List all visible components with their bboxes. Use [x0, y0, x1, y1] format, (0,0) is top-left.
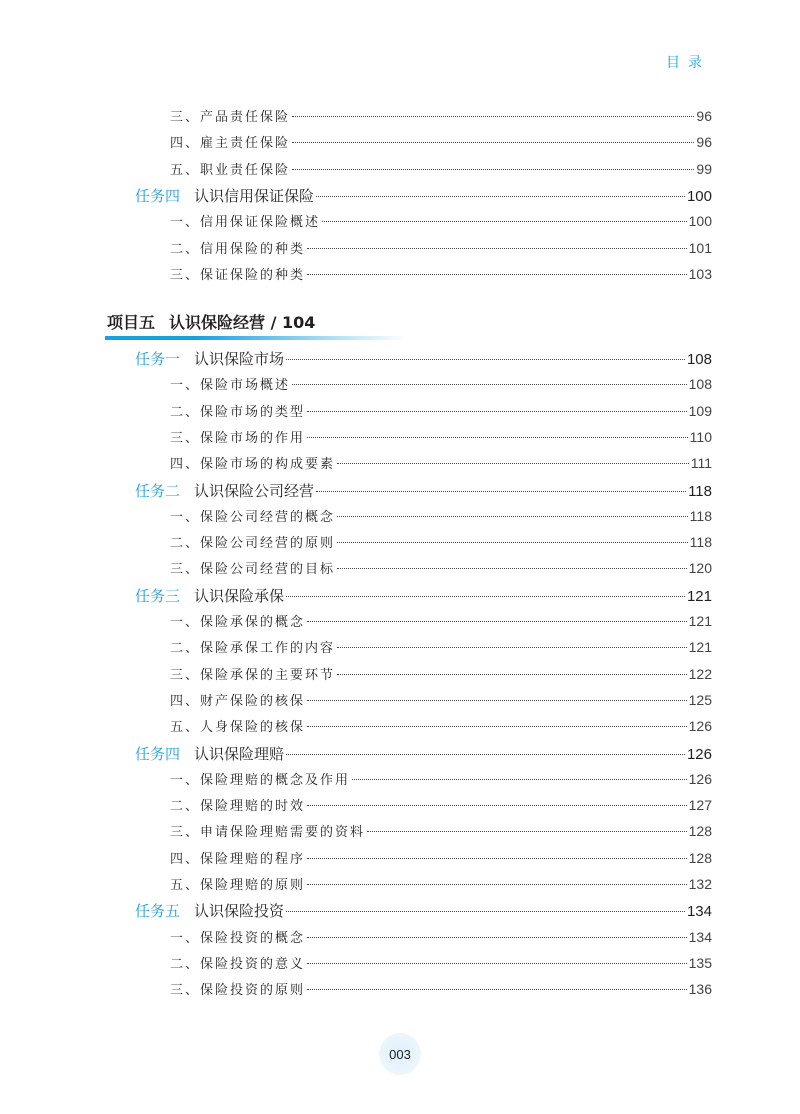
toc-task-row[interactable] — [0, 743, 712, 764]
section-title: 三、保险承保的主要环节 — [170, 667, 336, 683]
task-number: 任务四 — [135, 186, 181, 205]
task-number: 任务四 — [135, 744, 181, 763]
section-title: 一、信用保证保险概述 — [170, 215, 321, 231]
page-ref: 126 — [686, 745, 712, 763]
dot-leader — [292, 116, 694, 117]
dot-leader — [307, 989, 687, 990]
section-title: 五、职业责任保险 — [170, 162, 291, 178]
dot-leader — [286, 754, 685, 755]
section-title: 一、保险公司经营的概念 — [170, 509, 336, 525]
dot-leader — [292, 142, 694, 143]
toc-task-row[interactable] — [0, 900, 712, 921]
page-ref: 100 — [686, 187, 712, 205]
project-heading[interactable] — [107, 310, 315, 333]
page-ref: 110 — [689, 428, 712, 445]
page-ref: 125 — [688, 691, 712, 708]
task-title: 认识保险承保 — [194, 586, 285, 605]
task-number: 任务一 — [135, 350, 181, 368]
toc-section-row[interactable] — [0, 769, 712, 788]
dot-leader — [307, 937, 687, 938]
task-title: 认识信用保证保险 — [194, 186, 315, 205]
section-title: 一、保险市场概述 — [170, 378, 291, 394]
page-ref: 100 — [688, 213, 712, 230]
page-ref: 111 — [690, 455, 712, 472]
dot-leader — [316, 491, 686, 492]
section-title: 三、保险公司经营的目标 — [170, 562, 336, 578]
page-ref: 118 — [688, 482, 712, 500]
toc-task-row[interactable] — [0, 480, 712, 501]
dot-leader — [292, 384, 687, 385]
section-title: 五、人身保险的核保 — [170, 720, 306, 736]
toc-section-row[interactable] — [0, 795, 712, 814]
dot-leader — [307, 437, 688, 438]
page-ref: 128 — [688, 849, 712, 866]
toc-section-row[interactable] — [0, 637, 712, 656]
page-ref: 101 — [688, 239, 712, 256]
toc-section-row[interactable] — [0, 401, 712, 420]
dot-leader — [337, 542, 688, 543]
section-title: 四、雇主责任保险 — [170, 136, 291, 152]
toc-section-row[interactable] — [0, 238, 712, 257]
dot-leader — [307, 700, 687, 701]
page-ref: 132 — [688, 876, 712, 892]
page-ref: 121 — [688, 613, 712, 629]
section-title: 二、保险公司经营的原则 — [170, 536, 336, 552]
toc-section-row[interactable] — [0, 453, 712, 472]
page-ref: 134 — [688, 928, 712, 945]
dot-leader — [307, 858, 687, 859]
dot-leader — [322, 221, 687, 222]
section-title: 五、保险理赔的原则 — [170, 878, 306, 893]
task-number: 任务二 — [135, 481, 181, 500]
toc-task-row[interactable] — [0, 348, 712, 369]
page-ref: 128 — [688, 823, 712, 840]
dot-leader — [352, 779, 687, 780]
toc-section-row[interactable] — [0, 716, 712, 735]
dot-leader — [286, 596, 685, 597]
toc-section-row[interactable] — [0, 690, 712, 709]
page-ref: 122 — [688, 665, 712, 682]
dot-leader — [307, 411, 687, 412]
page-ref: 136 — [688, 981, 712, 998]
page-ref: 103 — [688, 265, 712, 282]
section-title: 三、保证保险的种类 — [170, 267, 306, 283]
toc-section-row[interactable] — [0, 159, 712, 178]
section-title: 二、保险投资的意义 — [170, 956, 306, 972]
page-ref: 118 — [689, 507, 712, 524]
task-title: 认识保险理赔 — [194, 744, 285, 763]
page-ref: 120 — [688, 560, 712, 577]
task-title: 认识保险投资 — [194, 902, 285, 921]
dot-leader — [337, 568, 687, 569]
page-ref: 96 — [696, 108, 712, 124]
project-title: 认识保险经营 / 104 — [169, 313, 316, 332]
section-title: 三、产品责任保险 — [170, 110, 291, 125]
toc-section-row[interactable] — [0, 848, 712, 867]
page-header-title: 目录 — [666, 55, 710, 71]
section-title: 四、保险理赔的程序 — [170, 851, 306, 867]
project-underline — [105, 336, 405, 340]
page-ref: 121 — [688, 639, 712, 656]
page-ref: 109 — [688, 402, 712, 419]
toc-section-row[interactable] — [0, 106, 712, 125]
toc-task-row[interactable] — [0, 585, 712, 606]
section-title: 二、信用保险的种类 — [170, 241, 306, 257]
page-ref: 108 — [686, 351, 712, 368]
page-ref: 127 — [688, 797, 712, 814]
dot-leader — [307, 621, 687, 622]
page-ref: 135 — [688, 954, 712, 971]
page-ref: 108 — [688, 376, 712, 393]
toc-section-row[interactable] — [0, 558, 712, 577]
section-title: 三、申请保险理赔需要的资料 — [170, 825, 366, 841]
toc-section-row[interactable] — [0, 979, 712, 998]
toc-section-row[interactable] — [0, 821, 712, 840]
toc-section-row[interactable] — [0, 927, 712, 946]
dot-leader — [286, 359, 685, 360]
toc-section-row[interactable] — [0, 427, 712, 446]
dot-leader — [337, 674, 687, 675]
page-ref: 118 — [689, 534, 712, 551]
dot-leader — [307, 274, 687, 275]
page-number: 003 — [379, 1033, 421, 1075]
toc-section-row[interactable] — [0, 211, 712, 230]
task-title: 认识保险市场 — [194, 350, 285, 368]
page-ref: 121 — [686, 587, 712, 605]
toc-section-row[interactable] — [0, 374, 712, 393]
page-ref: 96 — [696, 134, 712, 151]
page-ref: 134 — [686, 903, 712, 921]
task-title: 认识保险公司经营 — [194, 481, 315, 500]
toc-section-row[interactable] — [0, 132, 712, 151]
dot-leader — [307, 248, 687, 249]
dot-leader — [307, 726, 687, 727]
toc-section-row[interactable] — [0, 953, 712, 972]
dot-leader — [337, 647, 687, 648]
section-title: 三、保险投资的原则 — [170, 983, 306, 999]
section-title: 三、保险市场的作用 — [170, 430, 306, 446]
toc-section-row[interactable] — [0, 874, 712, 893]
dot-leader — [307, 884, 687, 885]
task-number: 任务三 — [135, 586, 181, 605]
dot-leader — [337, 516, 688, 517]
dot-leader — [367, 831, 687, 832]
section-title: 一、保险投资的概念 — [170, 930, 306, 946]
toc-section-row[interactable] — [0, 664, 712, 683]
toc-section-row[interactable] — [0, 264, 712, 283]
dot-leader — [292, 169, 694, 170]
toc-section-row[interactable] — [0, 532, 712, 551]
section-title: 二、保险市场的类型 — [170, 404, 306, 420]
project-label: 项目五 — [107, 313, 156, 332]
toc-task-row[interactable] — [0, 185, 712, 206]
section-title: 四、保险市场的构成要素 — [170, 457, 336, 473]
section-title: 二、保险承保工作的内容 — [170, 641, 336, 657]
section-title: 四、财产保险的核保 — [170, 693, 306, 709]
section-title: 一、保险承保的概念 — [170, 615, 306, 630]
dot-leader — [286, 911, 685, 912]
section-title: 一、保险理赔的概念及作用 — [170, 772, 351, 788]
page-ref: 126 — [688, 718, 712, 735]
toc-section-row[interactable] — [0, 506, 712, 525]
dot-leader — [307, 963, 687, 964]
dot-leader — [307, 805, 687, 806]
toc-section-row[interactable] — [0, 611, 712, 630]
task-number: 任务五 — [135, 902, 181, 921]
page-ref: 99 — [696, 160, 712, 177]
page-ref: 126 — [688, 770, 712, 787]
dot-leader — [337, 463, 689, 464]
dot-leader — [316, 196, 685, 197]
section-title: 二、保险理赔的时效 — [170, 799, 306, 815]
